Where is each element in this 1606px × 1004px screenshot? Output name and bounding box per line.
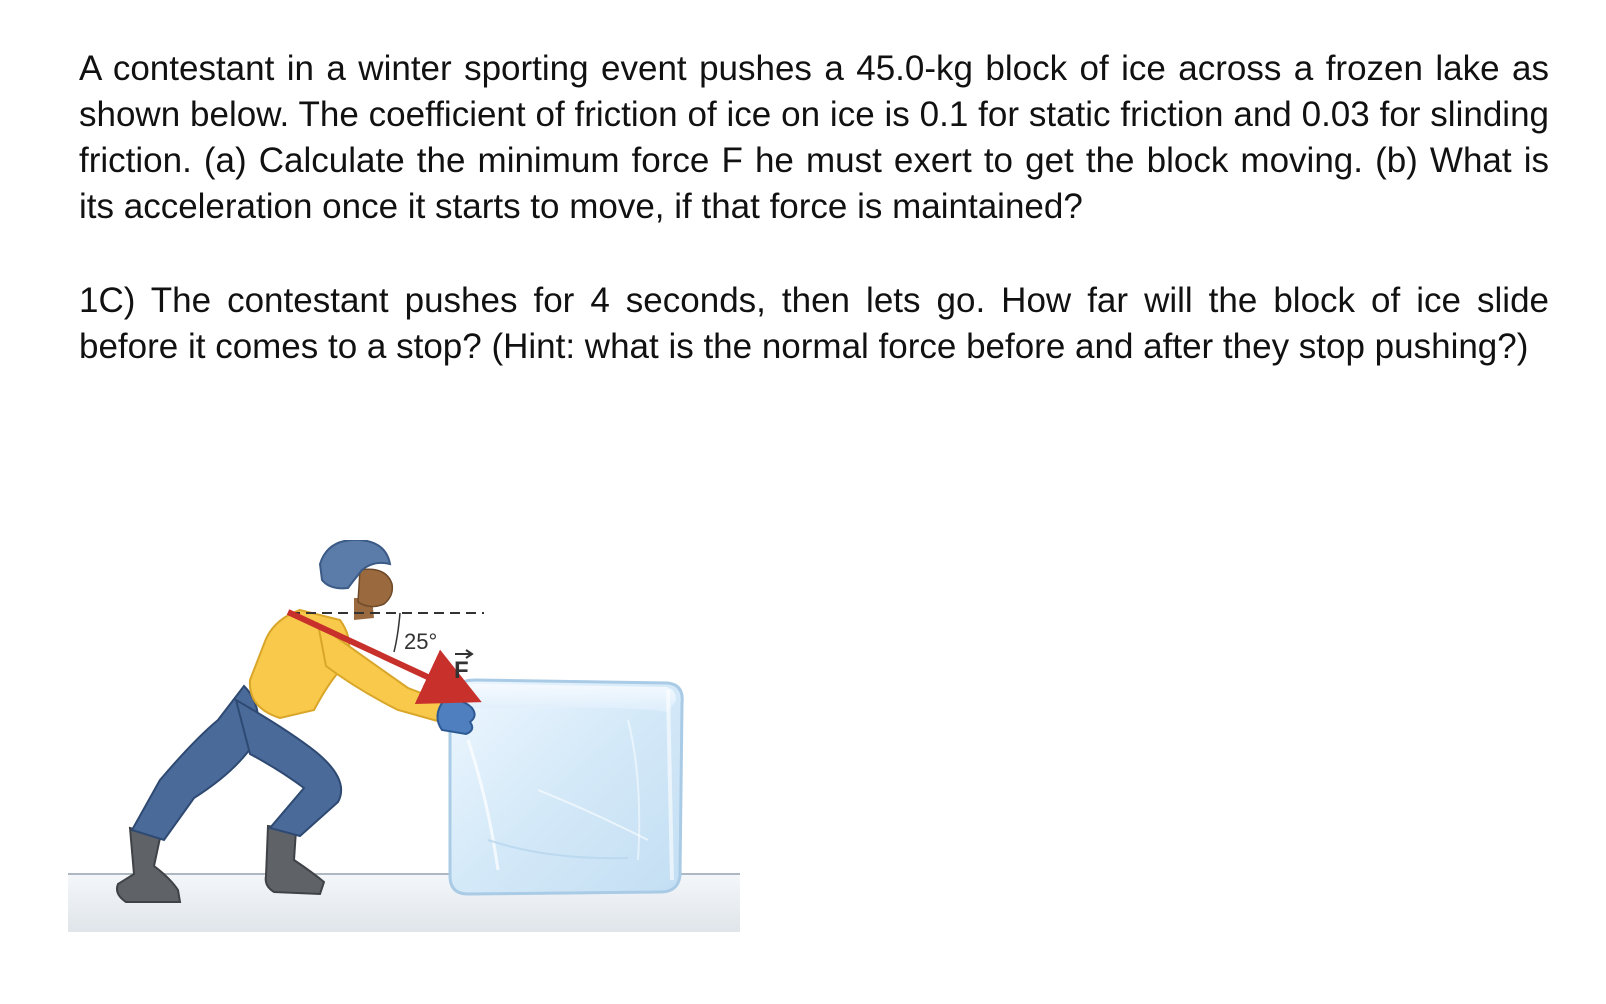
contestant-figure <box>117 540 475 902</box>
physics-figure <box>68 540 768 976</box>
problem-text-part-c: 1C) The contestant pushes for 4 seconds, then lets go. How far will the block of ice slide before it comes to a stop? (Hint: what is the normal force before and after they stop pushing?) <box>79 281 1549 366</box>
force-label: F <box>454 657 469 684</box>
angle-label: 25° <box>404 629 438 654</box>
angle-arc <box>394 613 400 652</box>
ice-block <box>450 680 682 894</box>
problem-text-part-ab: A contestant in a winter sporting event pushes a 45.0-kg block of ice across a frozen lake as shown below. The coefficient of friction of ice on ice is 0.1 for static friction and 0.03 for slinding friction. (a) Calculate the minimum force F he must exert to get the block moving. (b) What is its acceleration once it starts to move, if that force is maintained? <box>79 49 1549 226</box>
